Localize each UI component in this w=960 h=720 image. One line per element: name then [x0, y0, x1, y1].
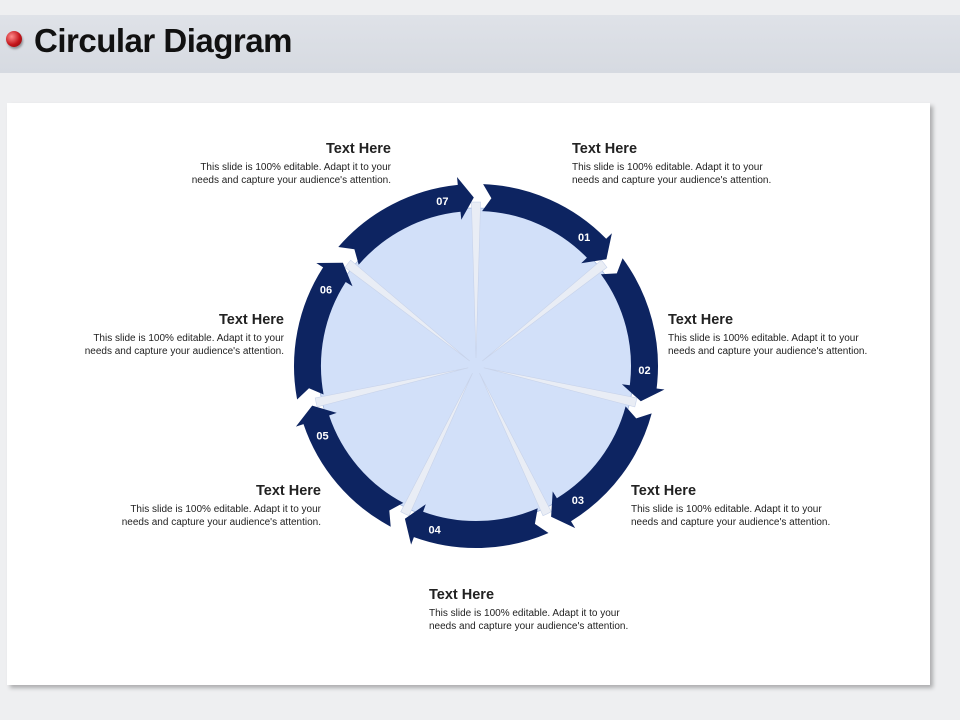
segment-number-label: 01	[577, 231, 591, 244]
text-block-body: This slide is 100% editable. Adapt it to your needs and capture your audience's attention.	[631, 504, 831, 528]
page-title: Circular Diagram	[34, 22, 292, 59]
segment-number-label: 05	[316, 430, 329, 443]
text-block-heading: Text Here	[255, 483, 321, 499]
text-block-heading: Text Here	[668, 312, 734, 328]
text-block-heading: Text Here	[325, 141, 391, 157]
text-block-04b	[121, 483, 321, 529]
text-block-06	[191, 141, 391, 187]
text-block-04	[429, 587, 629, 633]
text-block-body: This slide is 100% editable. Adapt it to your needs and capture your audience's attention.	[191, 162, 391, 186]
text-block-03	[631, 483, 831, 529]
segment-number-label: 07	[436, 195, 449, 208]
text-block-02	[668, 312, 868, 358]
text-block-heading: Text Here	[218, 312, 284, 328]
text-block-body: This slide is 100% editable. Adapt it to your needs and capture your audience's attention.	[429, 608, 629, 632]
text-block-heading: Text Here	[429, 587, 495, 603]
segment-number-label: 03	[571, 495, 585, 508]
text-block-body: This slide is 100% editable. Adapt it to your needs and capture your audience's attention.	[121, 504, 321, 528]
text-block-body: This slide is 100% editable. Adapt it to your needs and capture your audience's attention.	[572, 162, 772, 186]
text-block-body: This slide is 100% editable. Adapt it to your needs and capture your audience's attention.	[84, 333, 284, 357]
text-block-01	[572, 141, 772, 187]
segment-number-label: 02	[638, 365, 651, 377]
text-block-body: This slide is 100% editable. Adapt it to your needs and capture your audience's attention.	[668, 333, 868, 357]
text-block-05	[84, 312, 284, 358]
segment-number-label: 04	[428, 524, 441, 537]
segment-number-label: 06	[319, 284, 333, 297]
text-block-heading: Text Here	[572, 141, 638, 157]
text-block-heading: Text Here	[631, 483, 697, 499]
